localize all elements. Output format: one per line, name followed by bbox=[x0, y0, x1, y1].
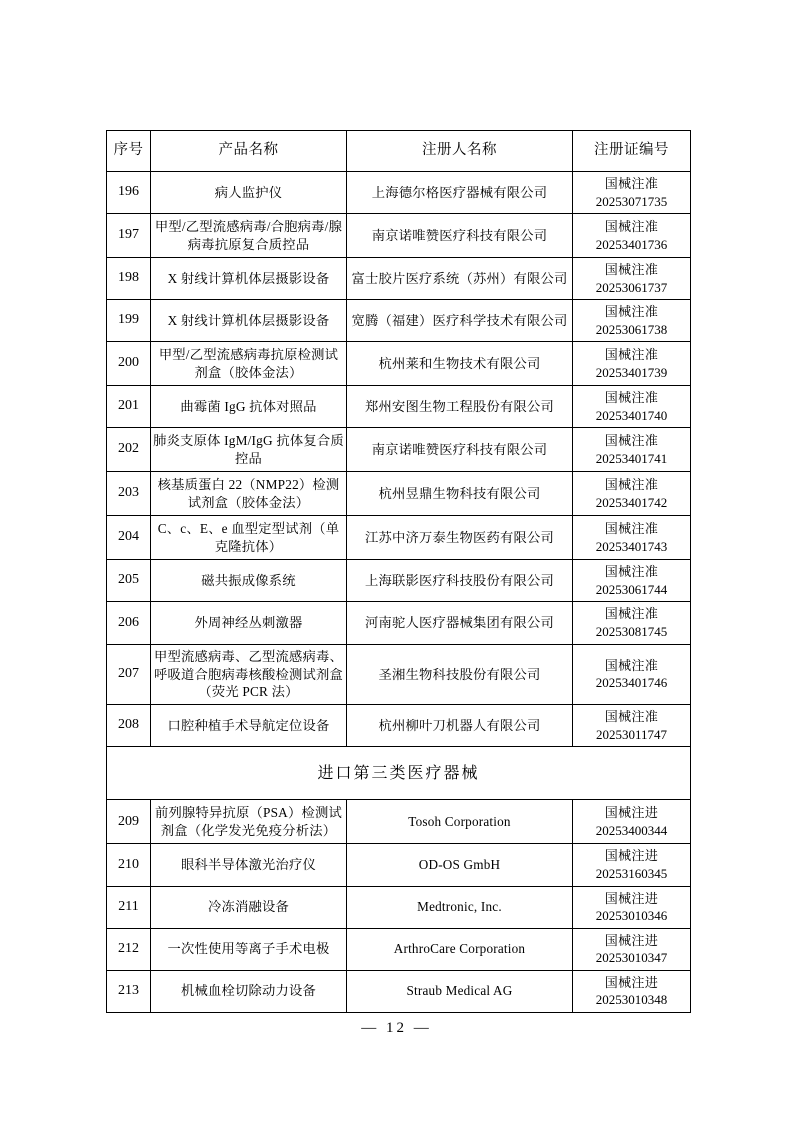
cell-holder-name: 上海联影医疗科技股份有限公司 bbox=[347, 560, 573, 602]
cert-prefix: 国械注准 bbox=[604, 347, 659, 363]
section-title-row bbox=[107, 747, 691, 800]
cert-prefix: 国械注进 bbox=[604, 848, 659, 864]
cell-holder-name: ArthroCare Corporation bbox=[347, 928, 573, 970]
cell-product-name: 曲霉菌 IgG 抗体对照品 bbox=[151, 386, 347, 428]
cell-cert-number bbox=[573, 342, 691, 386]
cell-product-name: 甲型流感病毒、乙型流感病毒、呼吸道合胞病毒核酸检测试剂盒（荧光 PCR 法） bbox=[151, 644, 347, 705]
cell-seq: 208 bbox=[107, 705, 151, 747]
cert-prefix: 国械注进 bbox=[604, 932, 659, 948]
cell-seq: 200 bbox=[107, 342, 151, 386]
cert-prefix: 国械注准 bbox=[604, 390, 659, 406]
cell-product-name: 肺炎支原体 IgM/IgG 抗体复合质控品 bbox=[151, 428, 347, 472]
cert-prefix: 国械注准 bbox=[604, 433, 659, 449]
cert-digits: 20253010346 bbox=[595, 908, 668, 924]
column-header-holder-name: 注册人名称 bbox=[347, 131, 573, 172]
table-row bbox=[107, 970, 691, 1012]
cert-digits: 20253061738 bbox=[595, 321, 668, 337]
table-row bbox=[107, 342, 691, 386]
cell-cert-number bbox=[573, 886, 691, 928]
page-footer bbox=[0, 1020, 793, 1037]
cert-digits: 20253401741 bbox=[595, 450, 668, 466]
cert-digits: 20253401736 bbox=[595, 236, 668, 252]
cert-digits: 20253010348 bbox=[595, 992, 668, 1008]
table-header bbox=[107, 131, 691, 172]
cell-product-name: 机械血栓切除动力设备 bbox=[151, 970, 347, 1012]
cell-cert-number bbox=[573, 428, 691, 472]
table-row bbox=[107, 928, 691, 970]
cell-cert-number bbox=[573, 602, 691, 644]
cell-product-name: 甲型/乙型流感病毒/合胞病毒/腺病毒抗原复合质控品 bbox=[151, 214, 347, 258]
cell-seq: 213 bbox=[107, 970, 151, 1012]
cell-product-name: 甲型/乙型流感病毒抗原检测试剂盒（胶体金法） bbox=[151, 342, 347, 386]
cell-cert-number bbox=[573, 800, 691, 844]
cert-digits: 20253071735 bbox=[595, 193, 668, 209]
cell-holder-name: 杭州昱鼎生物科技有限公司 bbox=[347, 472, 573, 516]
cert-digits: 20253081745 bbox=[595, 624, 668, 640]
page-number: — 12 — bbox=[361, 1020, 432, 1036]
cell-product-name: 磁共振成像系统 bbox=[151, 560, 347, 602]
table-row bbox=[107, 800, 691, 844]
cert-prefix: 国械注准 bbox=[604, 219, 659, 235]
table-header-row bbox=[107, 131, 691, 172]
section-title: 进口第三类医疗器械 bbox=[107, 747, 691, 800]
cert-digits: 20253401742 bbox=[595, 494, 668, 510]
cell-product-name: 前列腺特异抗原（PSA）检测试剂盒（化学发光免疫分析法） bbox=[151, 800, 347, 844]
cert-prefix: 国械注准 bbox=[604, 521, 659, 537]
cert-prefix: 国械注准 bbox=[604, 657, 659, 673]
cert-digits: 20253401739 bbox=[595, 364, 668, 380]
table-row bbox=[107, 516, 691, 560]
cell-seq: 212 bbox=[107, 928, 151, 970]
cell-cert-number bbox=[573, 705, 691, 747]
cell-product-name: 核基质蛋白 22（NMP22）检测试剂盒（胶体金法） bbox=[151, 472, 347, 516]
cell-seq: 209 bbox=[107, 800, 151, 844]
cert-digits: 20253011747 bbox=[595, 726, 668, 742]
cell-seq: 205 bbox=[107, 560, 151, 602]
cell-product-name: 病人监护仪 bbox=[151, 172, 347, 214]
cell-seq: 201 bbox=[107, 386, 151, 428]
cell-holder-name: Medtronic, Inc. bbox=[347, 886, 573, 928]
cell-holder-name: 南京诺唯赞医疗科技有限公司 bbox=[347, 214, 573, 258]
cell-holder-name: OD-OS GmbH bbox=[347, 844, 573, 886]
table-row bbox=[107, 844, 691, 886]
cert-prefix: 国械注准 bbox=[604, 262, 659, 278]
cell-product-name: C、c、E、e 血型定型试剂（单克隆抗体） bbox=[151, 516, 347, 560]
table-row bbox=[107, 386, 691, 428]
cell-seq: 198 bbox=[107, 258, 151, 300]
cell-holder-name: 富士胶片医疗系统（苏州）有限公司 bbox=[347, 258, 573, 300]
cell-seq: 211 bbox=[107, 886, 151, 928]
cert-digits: 20253061737 bbox=[595, 279, 668, 295]
cert-prefix: 国械注准 bbox=[604, 176, 659, 191]
column-header-cert-number: 注册证编号 bbox=[573, 131, 691, 172]
cell-cert-number bbox=[573, 516, 691, 560]
cell-product-name: X 射线计算机体层摄影设备 bbox=[151, 258, 347, 300]
cell-cert-number bbox=[573, 300, 691, 342]
table-row bbox=[107, 472, 691, 516]
cert-prefix: 国械注准 bbox=[604, 709, 659, 725]
table-row bbox=[107, 214, 691, 258]
cell-product-name: 眼科半导体激光治疗仪 bbox=[151, 844, 347, 886]
registration-table bbox=[106, 130, 691, 1013]
cert-digits: 20253400344 bbox=[595, 822, 668, 838]
cell-cert-number bbox=[573, 386, 691, 428]
cell-cert-number bbox=[573, 844, 691, 886]
cell-cert-number bbox=[573, 214, 691, 258]
cell-holder-name: 郑州安图生物工程股份有限公司 bbox=[347, 386, 573, 428]
cell-holder-name: 杭州莱和生物技术有限公司 bbox=[347, 342, 573, 386]
cert-digits: 20253401746 bbox=[595, 675, 668, 691]
table-row bbox=[107, 644, 691, 705]
cell-seq: 196 bbox=[107, 172, 151, 214]
cell-holder-name: 宽腾（福建）医疗科学技术有限公司 bbox=[347, 300, 573, 342]
cell-holder-name: 上海德尔格医疗器械有限公司 bbox=[347, 172, 573, 214]
cell-cert-number bbox=[573, 644, 691, 705]
cell-product-name: 口腔种植手术导航定位设备 bbox=[151, 705, 347, 747]
cert-prefix: 国械注准 bbox=[604, 477, 659, 493]
cert-prefix: 国械注进 bbox=[604, 890, 659, 906]
cell-holder-name: 圣湘生物科技股份有限公司 bbox=[347, 644, 573, 705]
cell-cert-number bbox=[573, 258, 691, 300]
table-row bbox=[107, 560, 691, 602]
cell-holder-name: 江苏中济万泰生物医药有限公司 bbox=[347, 516, 573, 560]
cell-holder-name: Straub Medical AG bbox=[347, 970, 573, 1012]
cert-digits: 20253010347 bbox=[595, 950, 668, 966]
table-row bbox=[107, 886, 691, 928]
table-row bbox=[107, 602, 691, 644]
table-row bbox=[107, 258, 691, 300]
cert-prefix: 国械注进 bbox=[604, 805, 659, 821]
cert-prefix: 国械注准 bbox=[604, 606, 659, 622]
cell-seq: 210 bbox=[107, 844, 151, 886]
cell-seq: 204 bbox=[107, 516, 151, 560]
cell-cert-number bbox=[573, 560, 691, 602]
cert-digits: 20253401740 bbox=[595, 407, 668, 423]
cell-seq: 202 bbox=[107, 428, 151, 472]
cell-holder-name: Tosoh Corporation bbox=[347, 800, 573, 844]
cert-prefix: 国械注准 bbox=[604, 564, 659, 580]
cell-holder-name: 南京诺唯赞医疗科技有限公司 bbox=[347, 428, 573, 472]
registration-table-container bbox=[106, 130, 690, 1013]
column-header-product-name: 产品名称 bbox=[151, 131, 347, 172]
cell-product-name: X 射线计算机体层摄影设备 bbox=[151, 300, 347, 342]
cell-cert-number bbox=[573, 472, 691, 516]
cell-seq: 206 bbox=[107, 602, 151, 644]
cert-prefix: 国械注准 bbox=[604, 304, 659, 320]
cell-cert-number bbox=[573, 970, 691, 1012]
cell-seq: 203 bbox=[107, 472, 151, 516]
cell-holder-name: 河南驼人医疗器械集团有限公司 bbox=[347, 602, 573, 644]
cert-digits: 20253160345 bbox=[595, 866, 668, 882]
column-header-seq: 序号 bbox=[107, 131, 151, 172]
cell-product-name: 冷冻消融设备 bbox=[151, 886, 347, 928]
cert-digits: 20253401743 bbox=[595, 538, 668, 554]
table-body bbox=[107, 172, 691, 1013]
cert-digits: 20253061744 bbox=[595, 581, 668, 597]
cell-product-name: 一次性使用等离子手术电极 bbox=[151, 928, 347, 970]
cert-prefix: 国械注进 bbox=[604, 974, 659, 990]
table-row bbox=[107, 300, 691, 342]
cell-seq: 207 bbox=[107, 644, 151, 705]
cell-cert-number bbox=[573, 928, 691, 970]
table-row bbox=[107, 428, 691, 472]
cell-product-name: 外周神经丛刺激器 bbox=[151, 602, 347, 644]
cell-seq: 199 bbox=[107, 300, 151, 342]
cell-cert-number bbox=[573, 172, 691, 214]
cell-holder-name: 杭州柳叶刀机器人有限公司 bbox=[347, 705, 573, 747]
table-row bbox=[107, 172, 691, 214]
cell-seq: 197 bbox=[107, 214, 151, 258]
table-row bbox=[107, 705, 691, 747]
